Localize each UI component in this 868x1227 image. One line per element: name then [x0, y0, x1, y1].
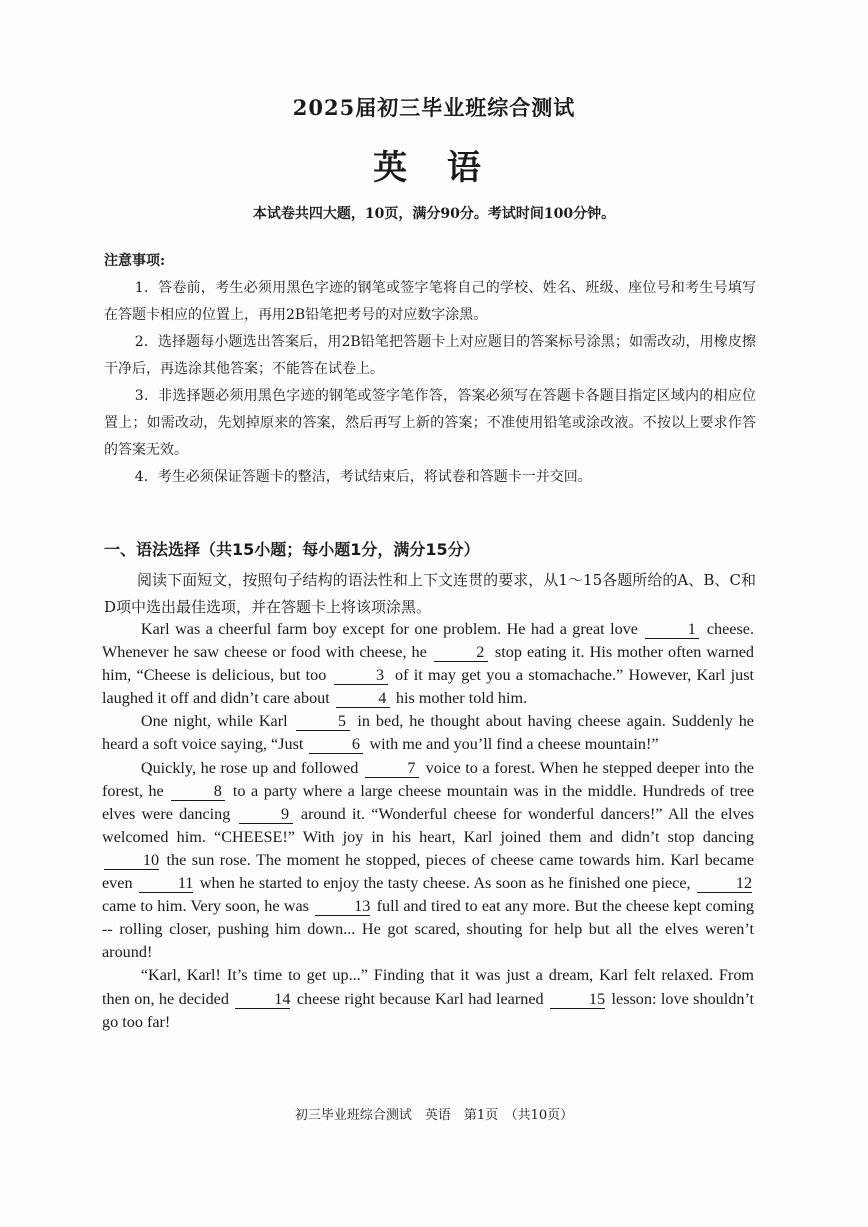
passage-text: cheese. Whenever he saw cheese or food with cheese, he: [102, 620, 755, 662]
passage-text: lesson: love shouldn’t go too far!: [102, 989, 755, 1031]
blank-12: 12: [697, 875, 752, 893]
passage-text: around it. “Wonderful cheese for wonderful dancers!” All the elves welcomed him. “CHEESE!” With joy in his heart, Karl joined them and didn’t stop dancing: [102, 804, 755, 846]
blank-14: 14: [235, 991, 290, 1009]
notice-list: [104, 275, 756, 491]
passage-text: to a party where a large cheese mountain was in the middle. Hundreds of tree elves were dancing: [102, 781, 755, 823]
passage-text: when he started to enjoy the tasty cheese. As soon as he finished one piece,: [199, 874, 691, 893]
passage-text: his mother told him.: [395, 689, 528, 708]
passage-paragraph: [102, 964, 754, 1033]
blank-3: 3: [334, 667, 388, 685]
notice-item: 1．答卷前，考生必须用黑色字迹的钢笔或签字笔将自己的学校、姓名、班级、座位号和考生号填写在答题卡相应的位置上，再用2B铅笔把考号的对应数字涂黑。: [104, 280, 756, 323]
passage-text: voice to a forest. When he stepped deeper into the forest, he: [102, 758, 754, 800]
passage-paragraph: [102, 618, 754, 710]
exam-title: 2025届初三毕业班综合测试: [292, 95, 576, 120]
page-footer: 初三毕业班综合测试 英语 第1页 （共10页）: [294, 1108, 574, 1123]
blank-10: 10: [104, 852, 159, 870]
passage-text: with me and you’ll find a cheese mountain!”: [369, 735, 659, 754]
passage-text: cheese right because Karl had learned: [296, 989, 544, 1008]
passage-text: of it may get you a stomachache.” However, Karl just laughed it off and didn’t care about: [102, 666, 755, 708]
passage-text: the sun rose. The moment he stopped, pieces of cheese came towards him. Karl became even: [102, 850, 755, 893]
passage-text: in bed, he thought about having cheese again. Suddenly he heard a soft voice saying, “Just: [102, 712, 754, 754]
passage-text: One night, while Karl: [140, 712, 288, 731]
section-instruction: 阅读下面短文，按照句子结构的语法性和上下文连贯的要求，从1～15各题所给的A、B、C和D项中选出最佳选项，并在答题卡上将该项涂黑。: [104, 571, 756, 616]
exam-info: 本试卷共四大题，10页，满分90分。考试时间100分钟。: [252, 206, 616, 222]
blank-13: 13: [315, 898, 370, 916]
notice-item: 2．选择题每小题选出答案后，用2B铅笔把答题卡上对应题目的答案标号涂黑；如需改动，用橡皮擦干净后，再选涂其他答案；不能答在试卷上。: [104, 334, 756, 377]
blank-6: 6: [309, 736, 363, 754]
blank-15: 15: [550, 991, 605, 1009]
blank-8: 8: [171, 783, 225, 801]
passage-text: full and tired to eat any more. But the cheese kept coming -- rolling closer, pushing him down... He got scared, shouting for help but all the elves weren’t around!: [102, 897, 755, 962]
passage-text: Karl was a cheerful farm boy except for one problem. He had a great love: [140, 620, 638, 638]
blank-4: 4: [336, 690, 390, 708]
notice-heading: 注意事项:: [104, 253, 166, 269]
blank-1: 1: [645, 621, 699, 639]
blank-11: 11: [139, 875, 193, 893]
passage-text: Quickly, he rose up and followed: [140, 758, 359, 777]
notice-item: 4．考生必须保证答题卡的整洁，考试结束后，将试卷和答题卡一并交回。: [134, 469, 592, 485]
reading-passage: [102, 618, 754, 1034]
section-title: 一、语法选择（共15小题；每小题1分，满分15分）: [104, 540, 480, 559]
blank-2: 2: [434, 644, 488, 662]
passage-text: came to him. Very soon, he was: [102, 897, 309, 916]
blank-7: 7: [365, 760, 419, 778]
passage-paragraph: [102, 710, 754, 756]
blank-5: 5: [296, 713, 350, 731]
passage-text: stop eating it. His mother often warned him, “Cheese is delicious, but too: [102, 643, 754, 685]
notice-item: 3．非选择题必须用黑色字迹的钢笔或签字笔作答，答案必须写在答题卡各题目指定区域内的相应位置上；如需改动，先划掉原来的答案，然后再写上新的答案；不准使用铅笔或涂改液。不按以上要求作答的答案无效。: [104, 388, 756, 458]
blank-9: 9: [239, 806, 293, 824]
passage-paragraph: [102, 757, 754, 965]
subject-title: 英 语: [373, 148, 495, 188]
passage-text: “Karl, Karl! It’s time to get up...” Finding that it was just a dream, Karl felt relaxed. From then on, he decided: [102, 966, 754, 1008]
